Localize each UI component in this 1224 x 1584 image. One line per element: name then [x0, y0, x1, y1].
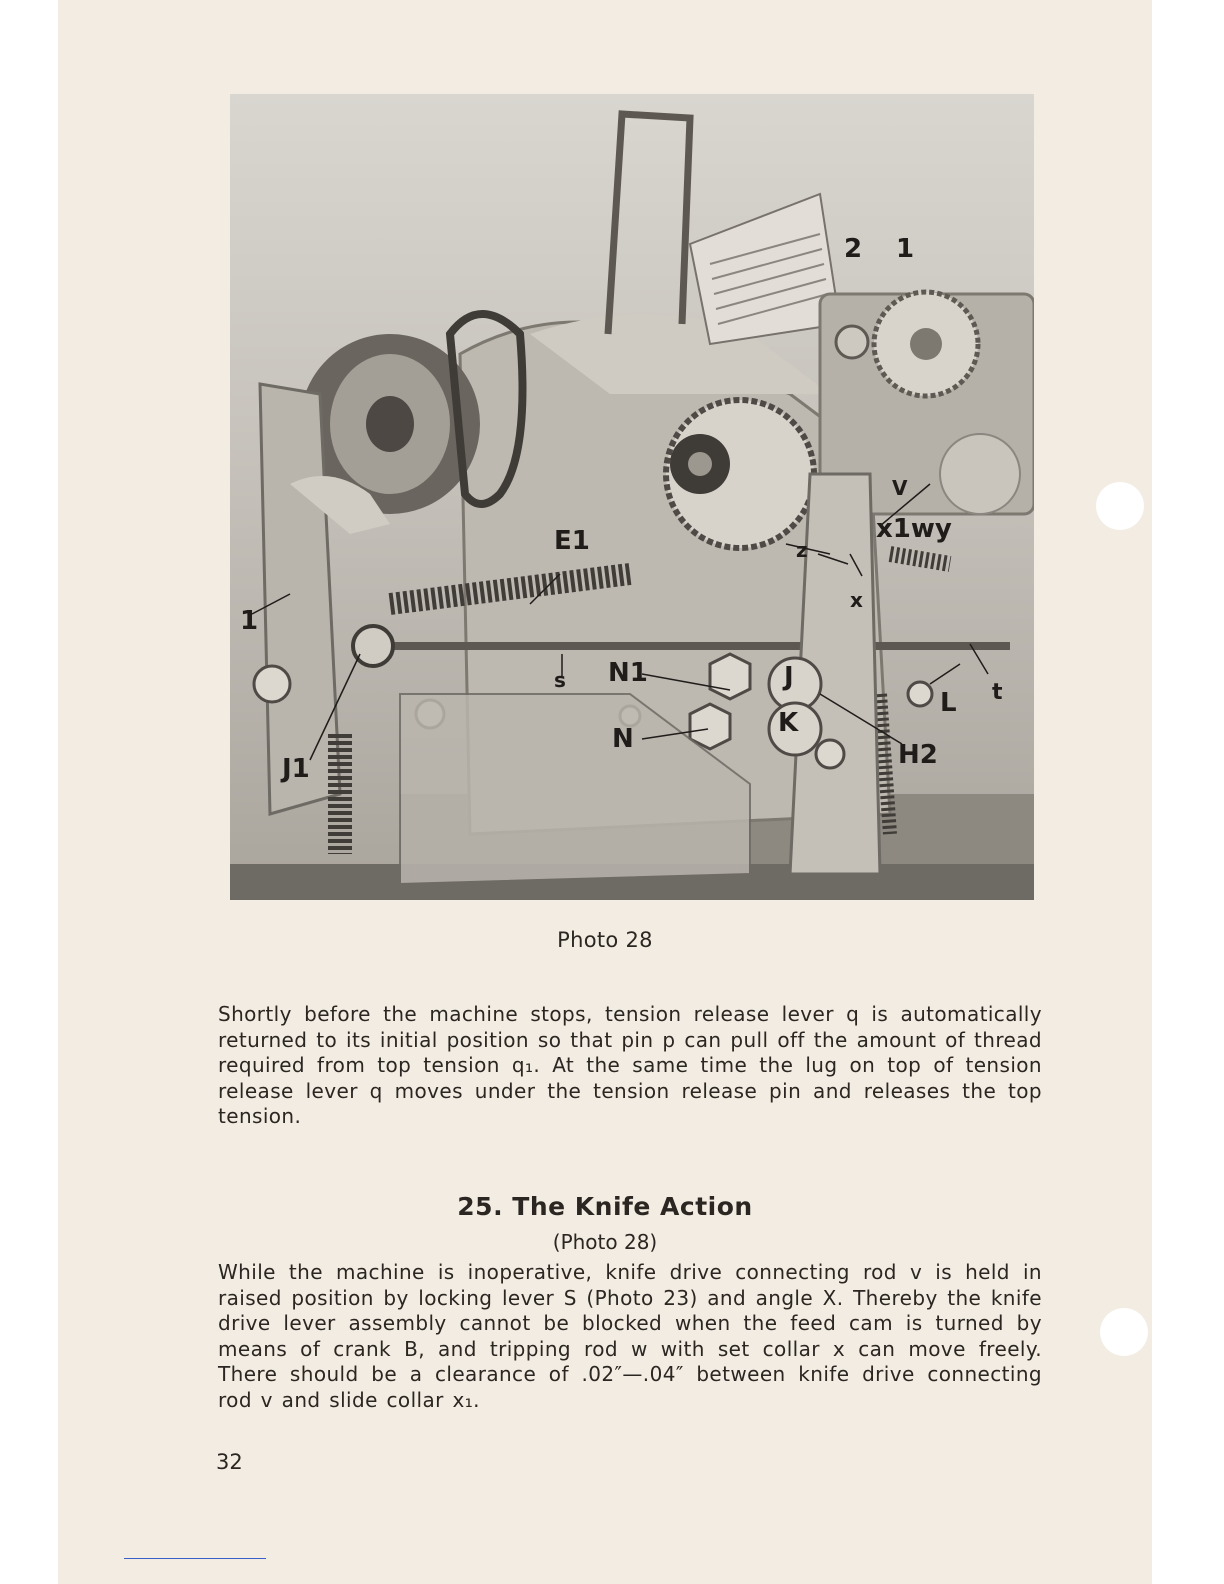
photo-label-k: K — [778, 708, 799, 738]
photo-label-x: x — [850, 588, 863, 612]
machine-illustration — [230, 94, 1034, 900]
photo-label-n: N — [612, 724, 634, 754]
photo-caption: Photo 28 — [557, 928, 653, 952]
footnote-rule — [124, 1558, 266, 1559]
page-number: 32 — [216, 1450, 243, 1474]
photo-label-t: t — [992, 680, 1003, 705]
photo-label-l: L — [940, 688, 957, 718]
photo-label-e1: E1 — [554, 526, 590, 556]
photo-label-1: 1 — [896, 234, 915, 264]
punch-hole-top — [1096, 482, 1144, 530]
body-paragraph-2: While the machine is inoperative, knife drive connecting rod v is held in raised position by locking lever S (Photo 23) and angle X. Thereby the knife drive lever assembly cannot be blocked when the feed cam is turned by means of crank B, and tripping rod w with set collar x can move freely. There should be a clearance of .02″—.04″ between knife drive connecting rod v and slide collar x₁. — [218, 1260, 1042, 1412]
machine-photo — [230, 94, 1034, 900]
photo-label-n1: N1 — [608, 658, 648, 688]
photo-label-z: z — [796, 538, 808, 562]
photo-label-s: s — [554, 668, 566, 692]
page — [58, 0, 1152, 1584]
section-heading: 25. The Knife Action — [457, 1192, 753, 1221]
punch-hole-bottom — [1100, 1308, 1148, 1356]
photo-label-v: V — [892, 476, 908, 500]
body-paragraph-1: Shortly before the machine stops, tension release lever q is automatically returned to its initial position so that pin p can pull off the amount of thread required from top tension q₁. At the same time the lug on top of tension release lever q moves under the tension release pin and releases the top tension. — [218, 1002, 1042, 1129]
section-subheading: (Photo 28) — [552, 1230, 658, 1254]
photo-label-x1wy: x1wy — [876, 514, 952, 544]
photo-label-j: J — [784, 662, 794, 692]
photo-label-2: 2 — [844, 234, 863, 264]
photo-label-j1: J1 — [282, 754, 310, 784]
photo-label-1-left: 1 — [240, 606, 259, 636]
photo-label-h2: H2 — [898, 740, 938, 770]
